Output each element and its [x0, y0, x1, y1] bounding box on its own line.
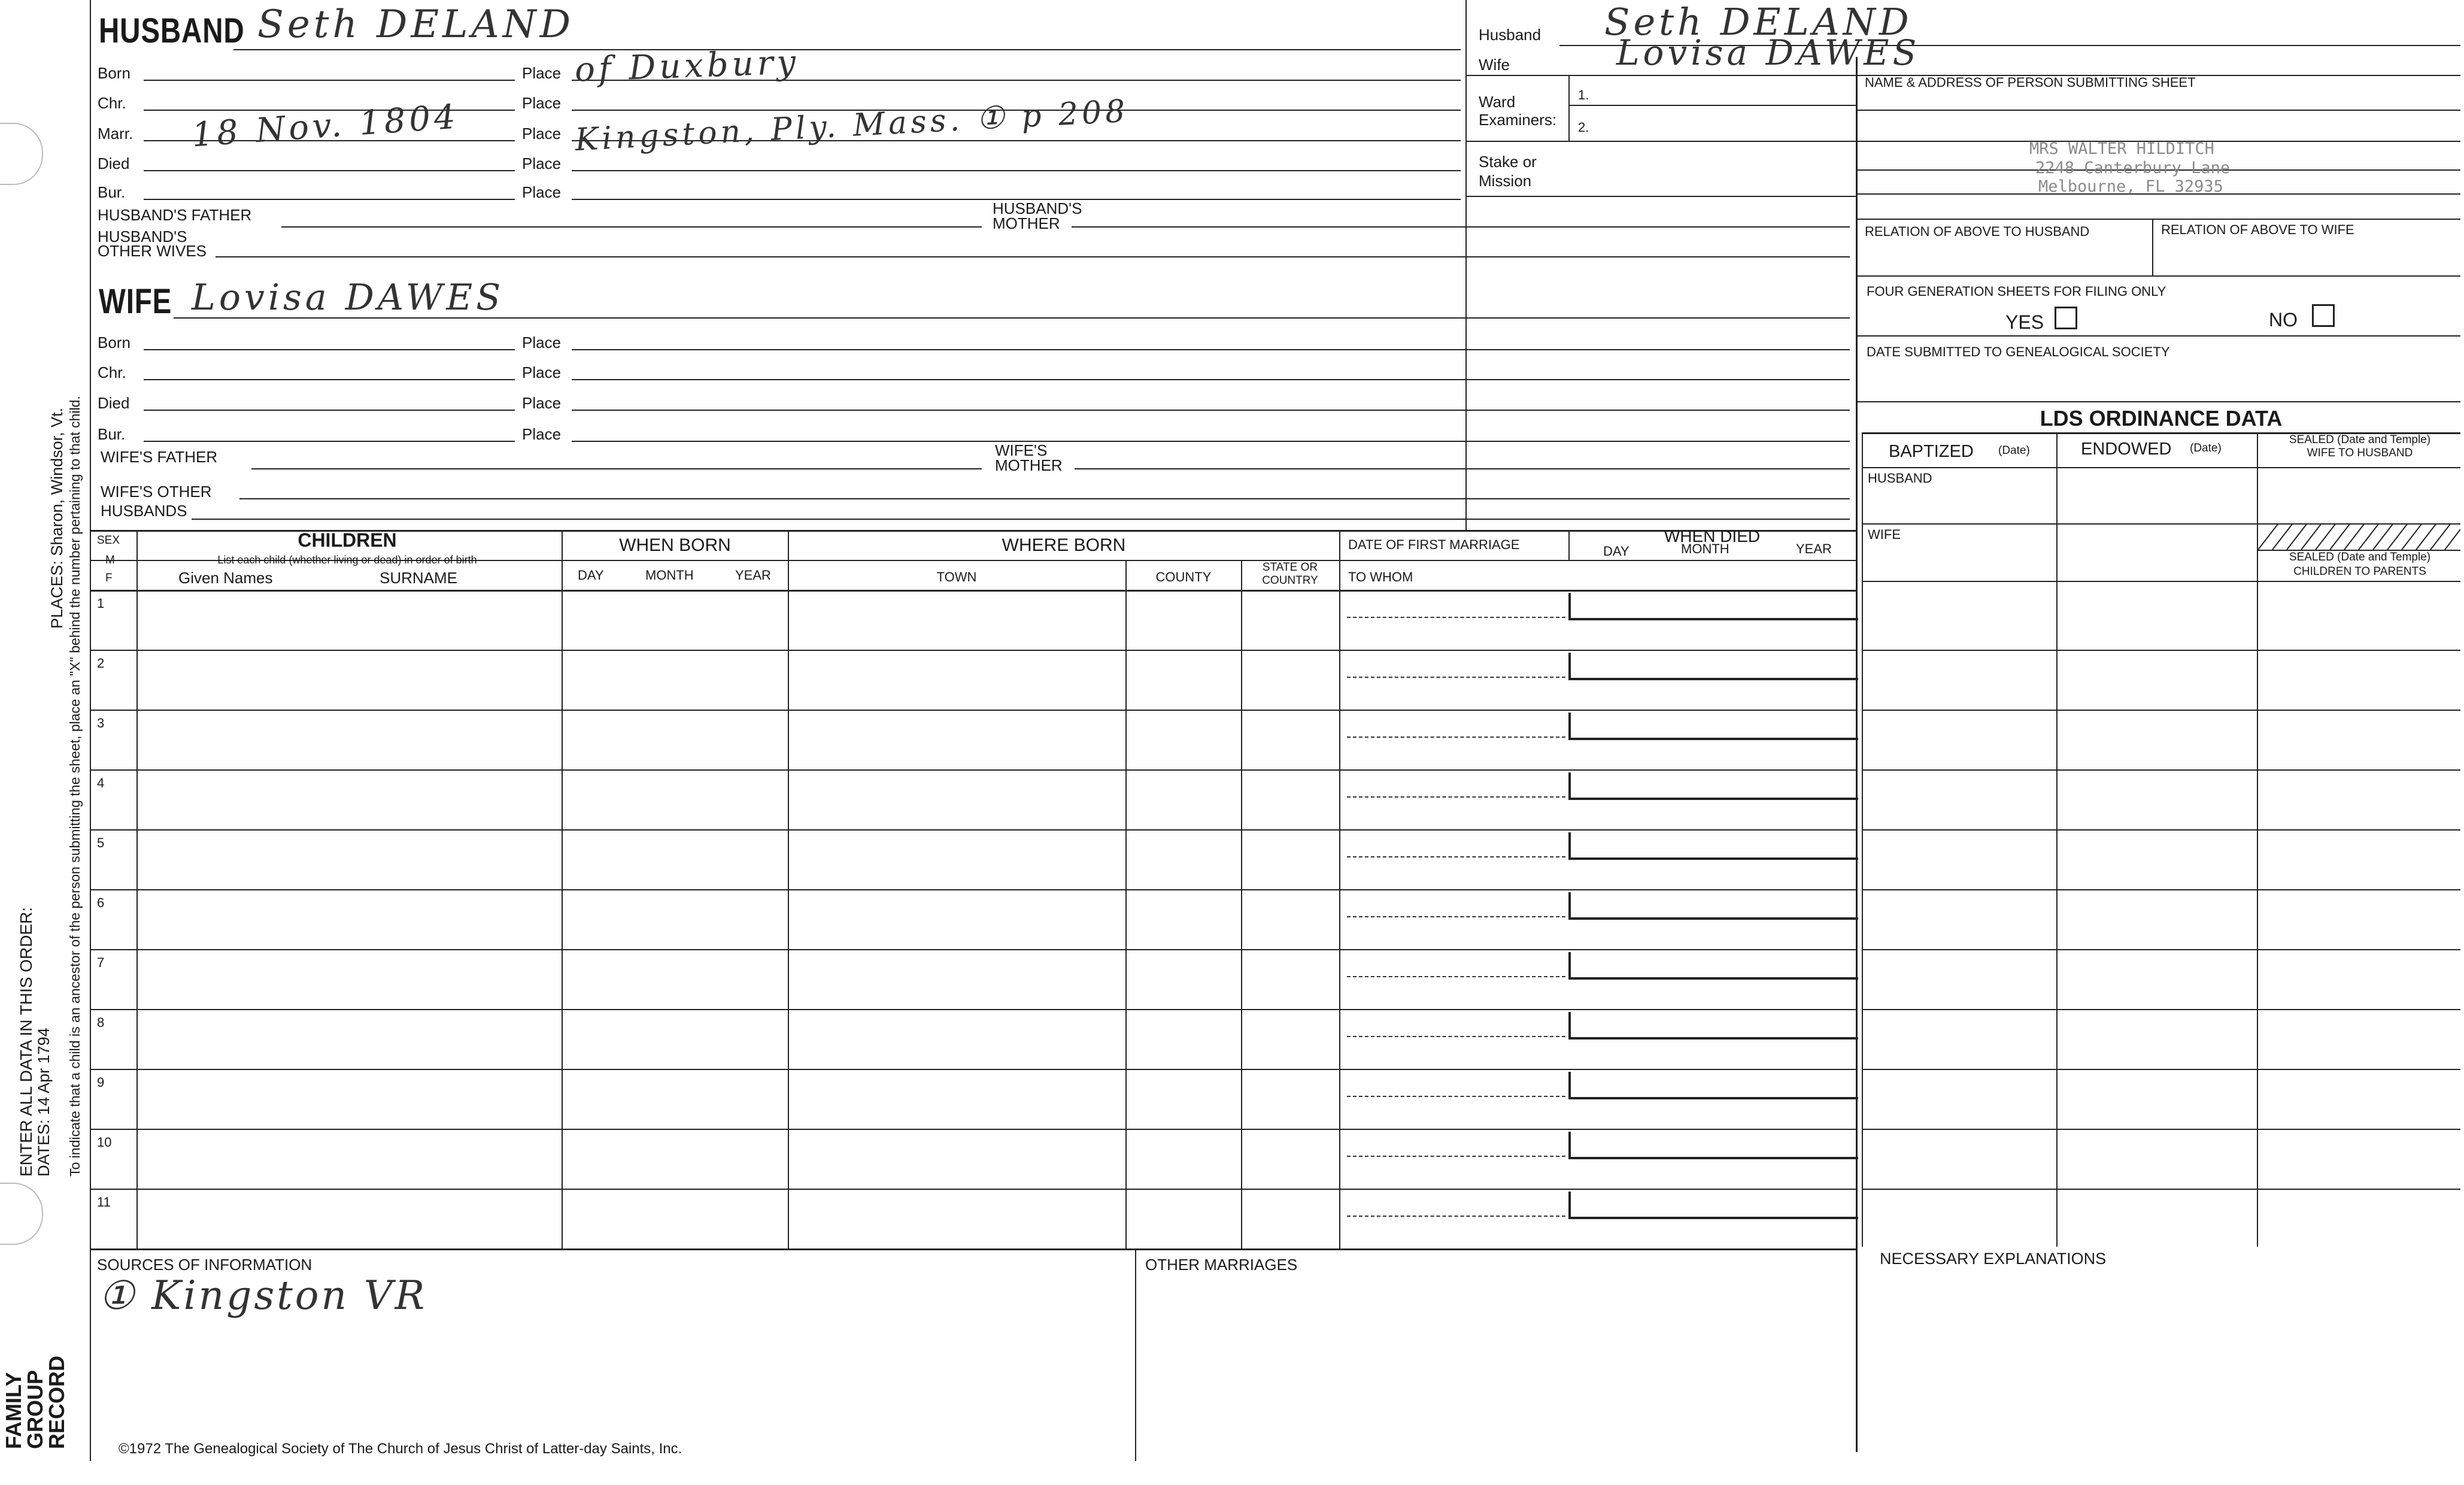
col-sex-f: F: [105, 572, 113, 584]
no-checkbox[interactable]: [2312, 304, 2335, 327]
examiner-2: 2.: [1578, 120, 1589, 135]
lds-hatched-block: [2258, 523, 2460, 550]
copyright: ©1972 The Genealogical Society of The Church of Jesus Christ of Latter-day Saints, Inc.: [119, 1441, 682, 1457]
lds-husband-label: HUSBAND: [1868, 471, 1932, 486]
margin-enter-all: ENTER ALL DATA IN THIS ORDER:: [17, 907, 35, 1177]
wife-name: Lovisa DAWES: [192, 277, 505, 319]
examiner-1: 1.: [1578, 87, 1589, 102]
wife-mother-label-2: MOTHER: [995, 456, 1063, 474]
child-row-number: 11: [97, 1195, 111, 1210]
wife-bur-place-label: Place: [522, 425, 562, 443]
child-marriage-dash: [1347, 1036, 1565, 1037]
summary-wife-value: Lovisa DAWES: [1616, 32, 1920, 73]
child-died-box: [1568, 653, 1858, 680]
child-row-number: 7: [97, 955, 105, 970]
col-children-instruction: List each child (whether living or dead) in order of birth: [217, 554, 477, 566]
husband-born-place: of Duxbury: [573, 43, 800, 90]
examiners-label: Examiners:: [1479, 111, 1557, 129]
lds-sealed-wife-1: SEALED (Date and Temple): [2289, 434, 2431, 446]
lds-endowed-date: (Date): [2190, 442, 2222, 454]
child-row-border: [90, 949, 1856, 950]
child-died-box: [1568, 772, 1858, 800]
submitter-label: NAME & ADDRESS OF PERSON SUBMITTING SHEET: [1865, 75, 2196, 90]
wife-heading: WIFE: [99, 282, 172, 321]
col-born-year: YEAR: [735, 568, 771, 583]
child-marriage-dash: [1347, 916, 1565, 917]
wife-chr-label: Chr.: [98, 363, 126, 381]
child-row-number: 9: [97, 1075, 105, 1090]
child-row-border: [90, 1069, 1856, 1070]
lds-baptized-date: (Date): [1998, 444, 2030, 457]
col-born-month: MONTH: [645, 568, 694, 583]
child-marriage-dash: [1347, 1156, 1565, 1157]
child-marriage-dash: [1347, 1096, 1565, 1097]
margin-places: PLACES: Sharon, Windsor, Vt.: [48, 407, 66, 629]
wife-other-husbands-label-2: HUSBANDS: [101, 502, 187, 520]
husband-chr-label: Chr.: [98, 94, 126, 112]
child-row-border: [90, 1129, 1856, 1130]
summary-husband-label: Husband: [1479, 26, 1541, 44]
lds-row-border: [1862, 889, 2460, 890]
summary-wife-label: Wife: [1479, 56, 1510, 74]
hatch-lines: [2258, 523, 2460, 550]
child-row-number: 5: [97, 835, 105, 850]
col-died-month: MONTH: [1681, 541, 1729, 556]
lds-row-border: [1862, 829, 2460, 831]
submitter-stamp-city: Melbourne, FL 32935: [2038, 177, 2223, 196]
lds-row-border: [1862, 1189, 2460, 1190]
col-sex: SEX: [97, 534, 120, 547]
child-died-box: [1568, 713, 1858, 740]
husband-died-place-label: Place: [522, 154, 562, 172]
binder-hole-1: [0, 123, 43, 185]
wife-born-place-label: Place: [522, 334, 562, 351]
four-gen-label: FOUR GENERATION SHEETS FOR FILING ONLY: [1867, 284, 2166, 299]
husband-father-label: HUSBAND'S FATHER: [98, 206, 252, 224]
form-title-3: RECORD: [44, 1355, 69, 1449]
child-row-number: 3: [97, 716, 105, 731]
relation-husband-label: RELATION OF ABOVE TO HUSBAND: [1865, 224, 2090, 239]
submitter-stamp-name: MRS WALTER HILDITCH: [2029, 140, 2214, 158]
summary-divider: [1465, 0, 1467, 530]
child-row-number: 4: [97, 775, 105, 790]
child-died-box: [1568, 593, 1858, 620]
other-marriages-label: OTHER MARRIAGES: [1145, 1256, 1298, 1274]
margin-ancestor-note: To indicate that a child is an ancestor of the person submitting the sheet, place an "X" behind the number pertaining to that child.: [67, 396, 83, 1177]
child-marriage-dash: [1347, 617, 1565, 618]
lds-wife-label: WIFE: [1868, 527, 1901, 542]
submitter-stamp-street: 2248 Canterbury Lane: [2035, 159, 2231, 177]
child-died-box: [1568, 1192, 1858, 1219]
child-died-box: [1568, 952, 1858, 980]
husband-name: Seth DELAND: [257, 2, 575, 47]
lds-row-border: [1862, 1069, 2460, 1070]
form-title-1: FAMILY: [1, 1372, 26, 1449]
husband-other-wives-label-1: HUSBAND'S: [98, 228, 187, 246]
child-row-border: [90, 1189, 1856, 1190]
child-row-border: [90, 769, 1856, 771]
husband-born-label: Born: [98, 64, 131, 82]
husband-other-wives-label-2: OTHER WIVES: [98, 242, 207, 260]
child-row-number: 2: [97, 656, 105, 671]
child-row-border: [90, 650, 1856, 651]
lds-sealed-children-1: SEALED (Date and Temple): [2289, 551, 2431, 563]
sources-label: SOURCES OF INFORMATION: [97, 1256, 312, 1274]
col-died-year: YEAR: [1796, 541, 1832, 556]
ward-label: Ward: [1479, 93, 1516, 111]
lds-row-border: [1862, 710, 2460, 711]
wife-died-label: Died: [98, 394, 130, 412]
child-died-box: [1568, 892, 1858, 920]
right-panel-divider: [1856, 57, 1858, 1452]
child-row-number: 8: [97, 1015, 105, 1030]
lds-row-border: [1862, 650, 2460, 651]
stake-label-1: Stake or: [1479, 153, 1537, 171]
wife-father-label: WIFE'S FATHER: [101, 448, 218, 466]
husband-marr-date: 18 Nov. 1804: [190, 97, 460, 155]
child-row-border: [90, 710, 1856, 711]
form-title-2: GROUP: [23, 1369, 47, 1449]
husband-bur-place-label: Place: [522, 183, 562, 201]
child-marriage-dash: [1347, 796, 1565, 798]
child-row-border: [90, 1009, 1856, 1010]
child-marriage-dash: [1347, 737, 1565, 738]
binder-hole-2: [0, 1183, 43, 1245]
husband-heading: HUSBAND: [99, 11, 245, 50]
col-sex-m: M: [105, 554, 115, 566]
col-where-born: WHERE BORN: [1002, 535, 1126, 555]
child-died-box: [1568, 1132, 1858, 1159]
sources-value: ① Kingston VR: [99, 1272, 427, 1319]
child-marriage-dash: [1347, 856, 1565, 857]
child-row-border: [90, 829, 1856, 831]
wife-bur-label: Bur.: [98, 425, 126, 443]
col-when-born: WHEN BORN: [619, 535, 731, 555]
lds-endowed: ENDOWED: [2081, 440, 2172, 459]
col-first-marriage: DATE OF FIRST MARRIAGE: [1348, 537, 1520, 552]
husband-mother-label-2: MOTHER: [993, 214, 1060, 232]
wife-mother-label-1: WIFE'S: [995, 441, 1048, 459]
child-died-box: [1568, 1072, 1858, 1099]
col-when-died: WHEN DIED: [1664, 527, 1761, 545]
lds-sealed-wife-2: WIFE TO HUSBAND: [2307, 447, 2413, 459]
yes-label: YES: [2005, 311, 2044, 333]
margin-dates: DATES: 14 Apr 1794: [35, 1028, 53, 1177]
husband-bur-label: Bur.: [98, 183, 126, 201]
stake-label-2: Mission: [1479, 172, 1532, 190]
wife-chr-place-label: Place: [522, 363, 562, 381]
husband-marr-label: Marr.: [98, 125, 133, 143]
col-given-names: Given Names: [178, 569, 273, 587]
child-row-number: 6: [97, 895, 105, 910]
relation-wife-label: RELATION OF ABOVE TO WIFE: [2161, 222, 2354, 237]
lds-row-border: [1862, 769, 2460, 771]
lds-title: LDS ORDINANCE DATA: [2040, 406, 2283, 431]
child-died-box: [1568, 1012, 1858, 1040]
lds-row-border: [1862, 1009, 2460, 1010]
col-born-day: DAY: [578, 568, 604, 583]
col-children: CHILDREN: [298, 529, 397, 551]
child-row-border: [90, 889, 1856, 890]
col-town: TOWN: [936, 569, 977, 584]
child-died-box: [1568, 832, 1858, 860]
wife-died-place-label: Place: [522, 394, 562, 412]
summary-husband-value: Seth DELAND: [1604, 0, 1913, 44]
husband-born-place-label: Place: [522, 64, 562, 82]
col-died-day: DAY: [1603, 544, 1629, 559]
date-submitted-label: DATE SUBMITTED TO GENEALOGICAL SOCIETY: [1867, 344, 2170, 359]
husband-marr-place-label: Place: [522, 125, 562, 143]
wife-other-husbands-label-1: WIFE'S OTHER: [101, 483, 212, 501]
child-marriage-dash: [1347, 1216, 1565, 1217]
col-state-2: COUNTRY: [1262, 574, 1318, 587]
col-surname: SURNAME: [380, 569, 458, 587]
explanations-label: NECESSARY EXPLANATIONS: [1880, 1250, 2107, 1268]
husband-mother-label-1: HUSBAND'S: [993, 199, 1082, 217]
child-marriage-dash: [1347, 677, 1565, 678]
col-state-1: STATE OR: [1262, 561, 1318, 574]
husband-died-label: Died: [98, 154, 130, 172]
lds-baptized: BAPTIZED: [1889, 442, 1974, 461]
left-margin-line: [90, 0, 91, 1461]
wife-born-label: Born: [98, 334, 131, 351]
col-county: COUNTY: [1155, 569, 1212, 584]
husband-chr-place-label: Place: [522, 94, 562, 112]
no-label: NO: [2269, 309, 2298, 331]
lds-sealed-children-2: CHILDREN TO PARENTS: [2293, 565, 2426, 578]
lds-row-border: [1862, 949, 2460, 950]
lds-row-border: [1862, 1129, 2460, 1130]
child-row-number: 10: [97, 1135, 112, 1150]
child-row-number: 1: [97, 596, 105, 611]
yes-checkbox[interactable]: [2055, 307, 2077, 329]
child-marriage-dash: [1347, 976, 1565, 977]
col-to-whom: TO WHOM: [1348, 569, 1413, 584]
husband-marr-place: Kingston, Ply. Mass. ① p 208: [574, 93, 1130, 159]
